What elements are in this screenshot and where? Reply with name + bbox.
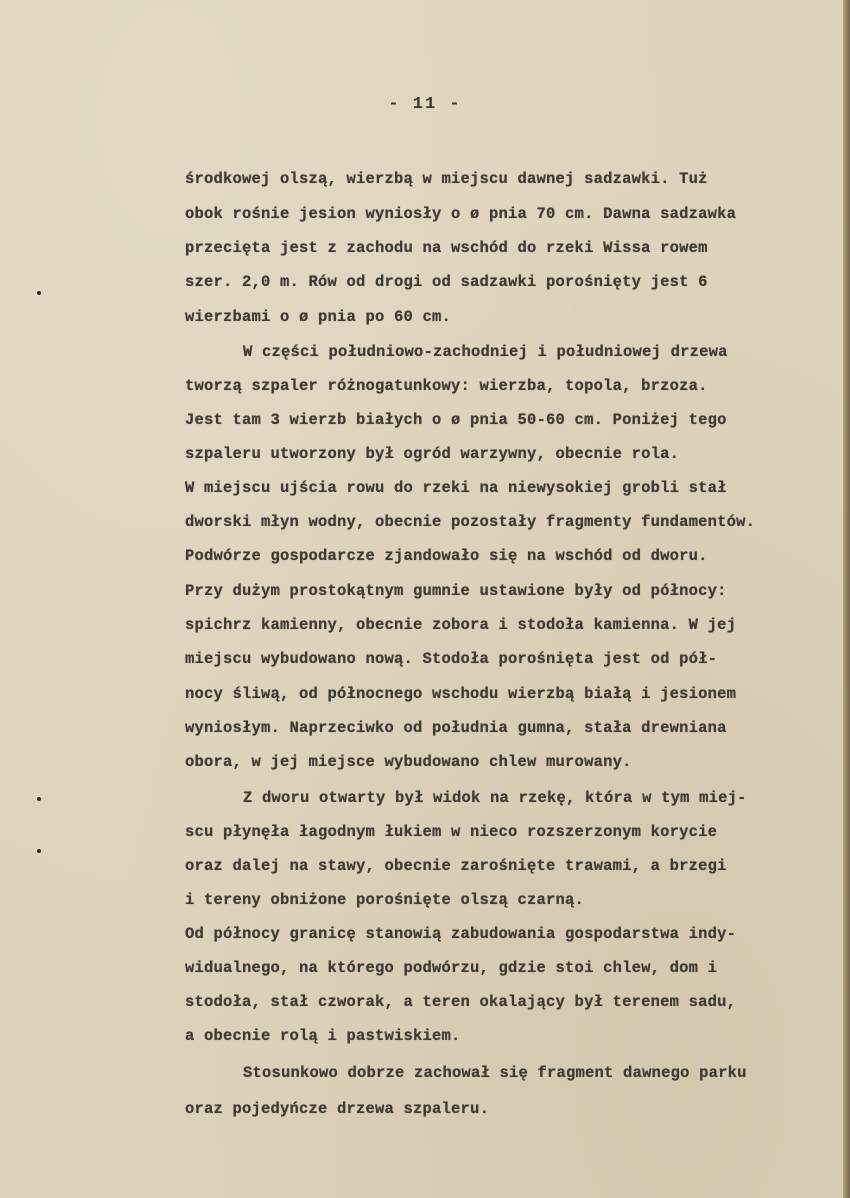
text-line: przecięta jest z zachodu na wschód do rzeki Wissa rowem bbox=[185, 239, 708, 257]
text-line: i tereny obniżone porośnięte olszą czarną. bbox=[185, 891, 585, 909]
text-line: wyniosłym. Naprzeciwko od południa gumna, stała drewniana bbox=[185, 719, 727, 737]
text-line: obok rośnie jesion wyniosły o ø pnia 70 cm. Dawna sadzawka bbox=[185, 205, 737, 223]
text-line: Jest tam 3 wierzb białych o ø pnia 50-60 cm. Poniżej tego bbox=[185, 411, 727, 429]
text-line: szpaleru utworzony był ogród warzywny, obecnie rola. bbox=[185, 445, 680, 463]
page-number: - 11 - bbox=[388, 95, 462, 114]
text-line: Podwórze gospodarcze zjandowało się na wschód od dworu. bbox=[185, 547, 708, 565]
text-line: tworzą szpaler różnogatunkowy: wierzba, topola, brzoza. bbox=[185, 377, 708, 395]
text-line: W części południowo-zachodniej i południowej drzewa bbox=[243, 343, 728, 361]
binding-hole-mark bbox=[37, 797, 41, 801]
text-line: spichrz kamienny, obecnie zobora i stodoła kamienna. W jej bbox=[185, 616, 737, 634]
text-line: Przy dużym prostokątnym gumnie ustawione były od północy: bbox=[185, 582, 727, 600]
text-line: scu płynęła łagodnym łukiem w nieco rozszerzonym korycie bbox=[185, 823, 718, 841]
text-line: oraz pojedyńcze drzewa szpaleru. bbox=[185, 1100, 490, 1118]
text-line: miejscu wybudowano nową. Stodoła porośnięta jest od pół- bbox=[185, 650, 718, 668]
page-edge-shadow bbox=[843, 0, 850, 1198]
text-line: Stosunkowo dobrze zachował się fragment dawnego parku bbox=[243, 1064, 747, 1082]
text-line: wierzbami o ø pnia po 60 cm. bbox=[185, 308, 452, 326]
text-line: dworski młyn wodny, obecnie pozostały fragmenty fundamentów. bbox=[185, 513, 756, 531]
text-line: stodoła, stał czworak, a teren okalający był terenem sadu, bbox=[185, 993, 737, 1011]
text-line: szer. 2,0 m. Rów od drogi od sadzawki porośnięty jest 6 bbox=[185, 273, 708, 291]
binding-hole-mark bbox=[37, 849, 41, 853]
text-line: widualnego, na którego podwórzu, gdzie stoi chlew, dom i bbox=[185, 959, 718, 977]
text-line: środkowej olszą, wierzbą w miejscu dawnej sadzawki. Tuż bbox=[185, 170, 708, 188]
text-line: obora, w jej miejsce wybudowano chlew murowany. bbox=[185, 753, 632, 771]
text-line: Z dworu otwarty był widok na rzekę, która w tym miej- bbox=[243, 789, 747, 807]
text-line: a obecnie rolą i pastwiskiem. bbox=[185, 1027, 461, 1045]
text-line: oraz dalej na stawy, obecnie zarośnięte trawami, a brzegi bbox=[185, 857, 727, 875]
text-line: nocy śliwą, od północnego wschodu wierzbą białą i jesionem bbox=[185, 685, 737, 703]
text-line: W miejscu ujścia rowu do rzeki na niewysokiej grobli stał bbox=[185, 479, 727, 497]
binding-hole-mark bbox=[37, 291, 41, 295]
text-line: Od północy granicę stanowią zabudowania gospodarstwa indy- bbox=[185, 925, 737, 943]
